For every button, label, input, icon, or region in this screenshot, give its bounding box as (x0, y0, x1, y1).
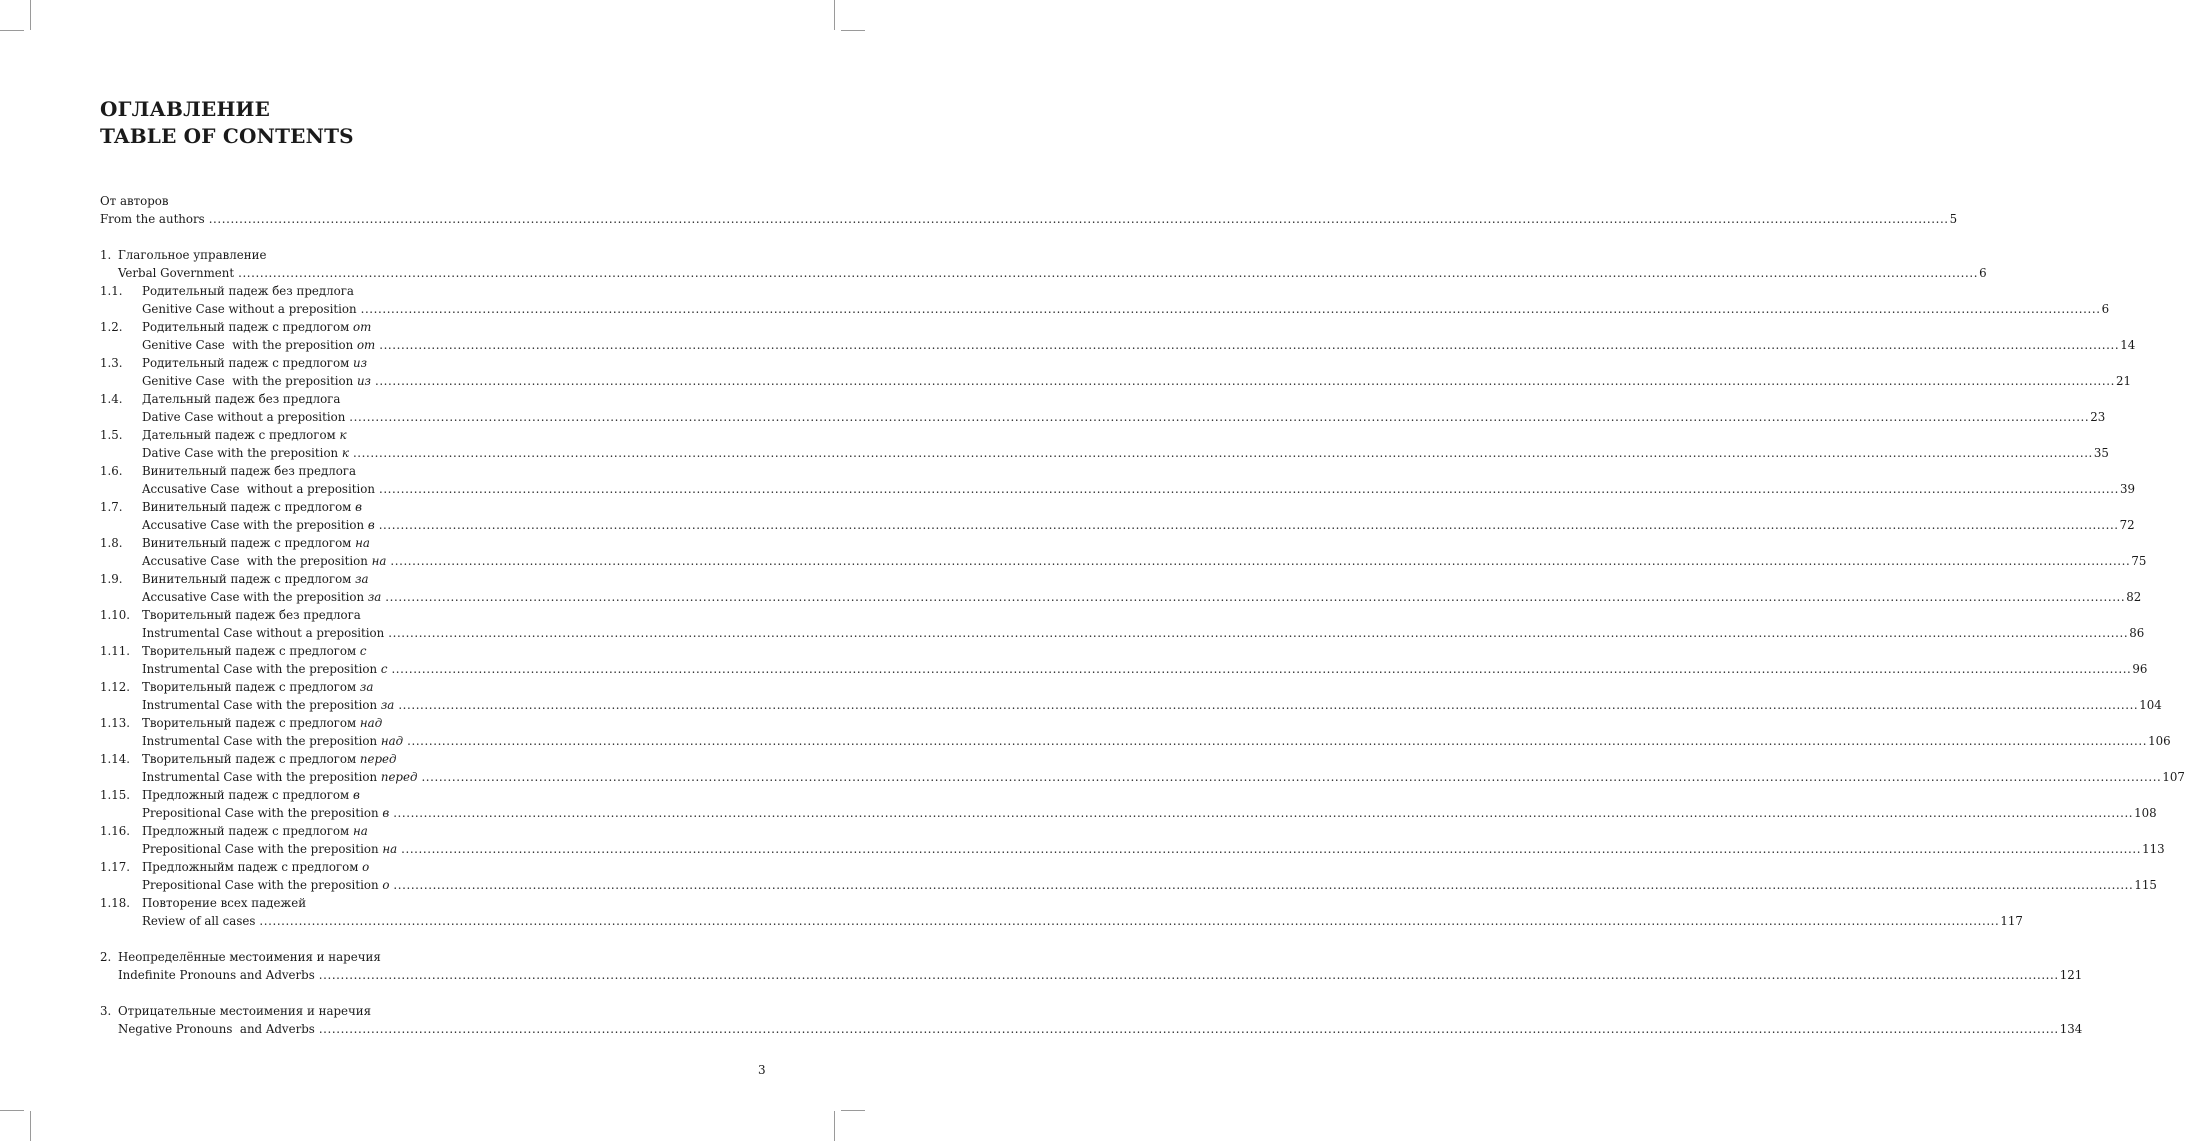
toc-entry-title-en-text: Instrumental Case with the preposition (142, 698, 378, 712)
toc-entry-title-en (142, 840, 397, 858)
toc-entry-title-ru-text: Глагольное управление (118, 248, 267, 262)
toc-entry-number: 1.16. (100, 824, 131, 838)
toc-entry-title-ru (142, 354, 367, 372)
toc-entry-title-en-text: Prepositional Case with the preposition (142, 878, 379, 892)
toc-page-number: 96 (2132, 662, 2148, 676)
toc-entry-en[interactable] (100, 480, 2135, 498)
toc-entry-ru (100, 894, 762, 912)
toc-entry-title-ru-text: Винительный падеж с предлогом (142, 500, 352, 514)
toc-entry-en[interactable] (100, 1020, 2083, 1038)
toc-entry-en[interactable] (100, 696, 2162, 714)
toc-entry-title-en (142, 552, 386, 570)
toc-entry-preposition-en: к (341, 446, 349, 460)
toc-entry-preposition-ru: от (353, 320, 372, 334)
toc-entry-en[interactable] (100, 336, 2136, 354)
toc-entry-title-ru (100, 192, 169, 210)
toc-entry-en[interactable] (100, 264, 1987, 282)
toc-leader-dots: ................................................................................................................................................................................................................................................................................................................................................................................................................ (385, 590, 2126, 604)
toc-leader-dots: ................................................................................................................................................................................................................................................................................................................................................................................................................ (374, 374, 2115, 388)
toc-entry-title-en (142, 768, 417, 786)
toc-entry-ru (100, 750, 762, 768)
toc-entry-en[interactable] (100, 876, 2157, 894)
toc-entry-title-en (118, 966, 315, 984)
toc-entry-title-en (142, 624, 384, 642)
toc-page-number: 108 (2134, 806, 2157, 820)
toc-entry-title-ru (142, 462, 356, 480)
toc-entry-number: 3. (100, 1004, 112, 1018)
toc-leader-dots: ................................................................................................................................................................................................................................................................................................................................................................................................................ (391, 662, 2132, 676)
crop-mark-left-bottom (0, 1110, 24, 1111)
toc-leader-dots: ................................................................................................................................................................................................................................................................................................................................................................................................................ (238, 266, 1979, 280)
toc-entry-ru (100, 462, 762, 480)
toc-entry-title-ru-text: Родительный падеж с предлогом (142, 320, 350, 334)
toc-entry-title-ru-text: Предложный падеж с предлогом (142, 824, 350, 838)
toc-leader-dots: ................................................................................................................................................................................................................................................................................................................................................................................................................ (259, 914, 2000, 928)
toc-entry-preposition-en: за (367, 590, 382, 604)
toc-entry-title-en-text: Accusative Case without a preposition (142, 482, 375, 496)
toc-entry-preposition-en: от (356, 338, 376, 352)
toc-leader-dots: ................................................................................................................................................................................................................................................................................................................................................................................................................ (318, 968, 2059, 982)
toc-entry-title-en-text: Accusative Case with the preposition (142, 590, 365, 604)
toc-entry-ru (100, 858, 762, 876)
crop-mark-bottom-right (834, 1111, 835, 1141)
heading-ru: ОГЛАВЛЕНИЕ (100, 97, 271, 121)
toc-entry-en[interactable] (100, 372, 2131, 390)
crop-mark-left-top (0, 30, 24, 31)
toc-entry-number: 1.14. (100, 752, 131, 766)
toc-leader-dots: ................................................................................................................................................................................................................................................................................................................................................................................................................ (318, 1022, 2059, 1036)
toc-entry-title-en (142, 912, 255, 930)
toc-entry-en[interactable] (100, 408, 2106, 426)
toc-entry-en[interactable] (100, 300, 2110, 318)
toc-entry-preposition-ru: в (352, 788, 360, 802)
toc-entry-title-ru (142, 282, 354, 300)
toc-entry-title-en-text: Verbal Government (118, 266, 235, 280)
toc-entry-title-en (142, 804, 389, 822)
toc-entry-preposition-en: о (382, 878, 390, 892)
toc-entry-title-en-text: Genitive Case without a preposition (142, 302, 357, 316)
toc-entry-ru (100, 246, 762, 264)
toc-entry-preposition-ru: к (339, 428, 347, 442)
toc-entry-preposition-en: с (380, 662, 388, 676)
toc-page-number: 23 (2090, 410, 2106, 424)
toc-entry-ru (100, 318, 762, 336)
toc-page-number: 6 (1979, 266, 1987, 280)
toc-entry-en[interactable] (100, 966, 2083, 984)
toc-entry-title-ru (142, 642, 367, 660)
toc-entry-title-ru-text: Винительный падеж с предлогом (142, 536, 352, 550)
toc-entry-title-en (142, 480, 375, 498)
toc-entry-title-ru (142, 318, 371, 336)
toc-entry-title-en-text: Negative Pronouns and Adverbs (118, 1022, 315, 1036)
crop-mark-top-right (834, 0, 835, 30)
toc-entry-title-ru-text: Неопределённые местоимения и наречия (118, 950, 381, 964)
toc-entry-ru (100, 534, 762, 552)
toc-entry-number: 1.18. (100, 896, 131, 910)
toc-entry-title-en-text: Dative Case without a preposition (142, 410, 346, 424)
toc-entry-en[interactable] (100, 444, 2109, 462)
toc-page-number: 86 (2129, 626, 2145, 640)
toc-entry-number: 1.9. (100, 572, 123, 586)
toc-leader-dots: ................................................................................................................................................................................................................................................................................................................................................................................................................ (401, 842, 2142, 856)
toc-entry-preposition-en: перед (380, 770, 418, 784)
toc-leader-dots: ................................................................................................................................................................................................................................................................................................................................................................................................................ (398, 698, 2139, 712)
toc-page-number: 117 (2000, 914, 2023, 928)
toc-page-number: 6 (2101, 302, 2110, 316)
toc-entry-title-en-text: Instrumental Case with the preposition (142, 662, 378, 676)
toc-entry-title-en-text: Instrumental Case with the preposition (142, 770, 378, 784)
toc-page-number: 21 (2115, 374, 2131, 388)
toc-entry-title-en (142, 444, 349, 462)
toc-leader-dots: ................................................................................................................................................................................................................................................................................................................................................................................................................ (390, 554, 2131, 568)
toc-entry-number: 1.13. (100, 716, 131, 730)
toc-entry-title-ru-text: Дательный падеж без предлога (142, 392, 341, 406)
toc-entry-ru (100, 822, 762, 840)
toc-entry-preposition-en: в (367, 518, 375, 532)
toc-leader-dots: ................................................................................................................................................................................................................................................................................................................................................................................................................ (393, 878, 2134, 892)
toc-page-number: 35 (2093, 446, 2109, 460)
toc-page-number: 107 (2162, 770, 2185, 784)
toc-entry-title-ru (142, 894, 306, 912)
toc-entry-title-en (142, 516, 375, 534)
toc-entry-preposition-ru: перед (359, 752, 397, 766)
toc-entry-title-ru (142, 786, 360, 804)
toc-page-number: 75 (2131, 554, 2147, 568)
toc-leader-dots: ................................................................................................................................................................................................................................................................................................................................................................................................................ (378, 482, 2119, 496)
crop-mark-right-top (841, 30, 865, 31)
toc-leader-dots: ................................................................................................................................................................................................................................................................................................................................................................................................................ (421, 770, 2162, 784)
toc-entry-number: 1.6. (100, 464, 123, 478)
toc-entry-en[interactable] (100, 516, 2135, 534)
toc-entry-title-ru (142, 390, 340, 408)
toc-entry-en[interactable] (100, 210, 1958, 228)
toc-entry-title-ru-text: Предложный падеж с предлогом (142, 788, 350, 802)
page-heading (100, 96, 354, 150)
toc-entry-ru (100, 282, 762, 300)
toc-leader-dots: ................................................................................................................................................................................................................................................................................................................................................................................................................ (349, 410, 2090, 424)
toc-entry-title-ru-text: Повторение всех падежей (142, 896, 307, 910)
toc-entry-number: 1.2. (100, 320, 123, 334)
toc-entry-preposition-en: за (380, 698, 395, 712)
toc-entry-en[interactable] (100, 552, 2147, 570)
toc-entry-title-ru (142, 534, 370, 552)
toc-entry-ru (100, 714, 762, 732)
crop-mark-top-left (30, 0, 31, 30)
toc-entry-preposition-ru: в (355, 500, 362, 514)
toc-page-number: 115 (2134, 878, 2157, 892)
toc-entry-title-ru (142, 750, 396, 768)
toc-entry-preposition-en: на (371, 554, 387, 568)
toc-entry-preposition-en: из (356, 374, 371, 388)
crop-mark-right-bottom (841, 1110, 865, 1111)
toc-entry-preposition-en: над (380, 734, 404, 748)
toc-leader-dots: ................................................................................................................................................................................................................................................................................................................................................................................................................ (407, 734, 2148, 748)
toc-entry-title-en-text: Dative Case with the preposition (142, 446, 339, 460)
toc-entry-title-en-text: Prepositional Case with the preposition (142, 806, 379, 820)
toc-entry-title-ru (142, 822, 368, 840)
toc-entry-title-ru (142, 714, 382, 732)
toc-page-number: 121 (2059, 968, 2083, 982)
toc-entry-title-en-text: From the authors (100, 212, 205, 226)
toc-entry-ru (100, 426, 762, 444)
toc-entry-title-ru-text: Творительный падеж с предлогом (142, 644, 357, 658)
toc-entry-ru (100, 948, 762, 966)
toc-entry-title-en (142, 660, 387, 678)
toc-entry-number: 2. (100, 950, 112, 964)
toc-entry-ru (100, 642, 762, 660)
toc-page-number: 134 (2059, 1022, 2083, 1036)
toc-entry-en[interactable] (100, 840, 2165, 858)
toc-entry-preposition-en: на (382, 842, 398, 856)
toc-entry-title-en (142, 732, 403, 750)
toc-entry-title-ru-text: Родительный падеж с предлогом (142, 356, 350, 370)
toc-entry-title-en-text: Prepositional Case with the preposition (142, 842, 379, 856)
toc-entry-title-en (142, 336, 375, 354)
toc-entry-number: 1.15. (100, 788, 131, 802)
toc-entry-ru (100, 786, 762, 804)
toc-entry-title-ru (142, 570, 369, 588)
toc-entry-title-en (118, 264, 234, 282)
toc-entry-title-en-text: Accusative Case with the preposition (142, 518, 365, 532)
toc-entry-title-en-text: Genitive Case with the preposition (142, 338, 354, 352)
toc-leader-dots: ................................................................................................................................................................................................................................................................................................................................................................................................................ (208, 212, 1949, 226)
toc-leader-dots: ................................................................................................................................................................................................................................................................................................................................................................................................................ (393, 806, 2134, 820)
toc-entry-number: 1.5. (100, 428, 123, 442)
toc-entry-title-ru-text: Отрицательные местоимения и наречия (118, 1004, 372, 1018)
toc-page-number: 106 (2148, 734, 2171, 748)
toc-leader-dots: ................................................................................................................................................................................................................................................................................................................................................................................................................ (388, 626, 2129, 640)
toc-entry-title-ru (118, 1002, 371, 1020)
toc-entry-title-en-text: Indefinite Pronouns and Adverbs (118, 968, 315, 982)
toc-entry-title-en (142, 372, 371, 390)
toc-entry-title-en-text: Genitive Case with the preposition (142, 374, 354, 388)
toc-entry-title-ru-text: Творительный падеж с предлогом (142, 680, 357, 694)
toc-page-number: 5 (1949, 212, 1958, 226)
page-number: 3 (758, 1063, 766, 1077)
toc-entry-title-ru-text: Родительный падеж без предлога (142, 284, 354, 298)
heading-en: TABLE OF CONTENTS (100, 124, 354, 148)
toc-entry-preposition-ru: с (359, 644, 367, 658)
toc-entry-preposition-ru: над (359, 716, 383, 730)
toc-entry-title-ru (118, 948, 381, 966)
toc-entry-title-ru-text: От авторов (100, 194, 169, 208)
toc-entry-ru (100, 570, 762, 588)
toc-entry-ru (100, 192, 762, 210)
toc-entry-title-en (142, 300, 357, 318)
toc-entry-preposition-ru: на (352, 824, 368, 838)
toc-entry-en[interactable] (100, 588, 2142, 606)
toc-entry-en[interactable] (100, 804, 2157, 822)
toc-entry-number: 1. (100, 248, 112, 262)
toc-entry-title-en (100, 210, 205, 228)
table-of-contents (100, 192, 2185, 1038)
toc-leader-dots: ................................................................................................................................................................................................................................................................................................................................................................................................................ (360, 302, 2101, 316)
toc-entry-preposition-ru: о (362, 860, 370, 874)
toc-leader-dots: ................................................................................................................................................................................................................................................................................................................................................................................................................ (352, 446, 2093, 460)
toc-entry-title-ru-text: Творительный падеж с предлогом (142, 752, 357, 766)
toc-page-number: 72 (2119, 518, 2135, 532)
toc-entry-title-ru-text: Винительный падеж без предлога (142, 464, 357, 478)
toc-entry-title-en-text: Review of all cases (142, 914, 256, 928)
toc-entry-title-ru-text: Предложныйм падеж с предлогом (142, 860, 359, 874)
toc-entry-title-en (142, 408, 345, 426)
toc-entry-title-ru (142, 498, 362, 516)
toc-entry-number: 1.1. (100, 284, 123, 298)
toc-entry-number: 1.10. (100, 608, 131, 622)
toc-page-number: 104 (2139, 698, 2162, 712)
toc-entry-ru (100, 678, 762, 696)
toc-entry-title-ru (142, 858, 369, 876)
toc-entry-title-en-text: Accusative Case with the preposition (142, 554, 368, 568)
toc-entry-en[interactable] (100, 660, 2148, 678)
toc-entry-ru (100, 498, 762, 516)
toc-entry-en[interactable] (100, 732, 2171, 750)
toc-entry-number: 1.3. (100, 356, 123, 370)
toc-page-number: 14 (2120, 338, 2136, 352)
toc-entry-ru (100, 390, 762, 408)
toc-entry-en[interactable] (100, 912, 2023, 930)
toc-entry-title-en (118, 1020, 315, 1038)
toc-entry-number: 1.4. (100, 392, 123, 406)
toc-entry-preposition-ru: за (355, 572, 369, 586)
toc-entry-number: 1.8. (100, 536, 123, 550)
toc-leader-dots: ................................................................................................................................................................................................................................................................................................................................................................................................................ (379, 338, 2120, 352)
toc-entry-ru (100, 606, 762, 624)
toc-page-number: 113 (2142, 842, 2165, 856)
toc-entry-en[interactable] (100, 768, 2185, 786)
toc-entry-ru (100, 354, 762, 372)
toc-entry-title-ru-text: Дательный падеж с предлогом (142, 428, 336, 442)
toc-entry-preposition-ru: из (353, 356, 368, 370)
toc-entry-title-ru (142, 426, 347, 444)
toc-entry-title-en (142, 876, 389, 894)
toc-entry-en[interactable] (100, 624, 2145, 642)
toc-entry-number: 1.12. (100, 680, 131, 694)
toc-page-number: 82 (2126, 590, 2142, 604)
toc-page-number: 39 (2119, 482, 2135, 496)
toc-entry-title-ru (142, 678, 373, 696)
crop-mark-bottom-left (30, 1111, 31, 1141)
toc-entry-title-ru (142, 606, 361, 624)
toc-entry-title-en-text: Instrumental Case with the preposition (142, 734, 378, 748)
toc-entry-title-ru-text: Винительный падеж с предлогом (142, 572, 352, 586)
toc-entry-ru (100, 1002, 762, 1020)
toc-entry-title-ru-text: Творительный падеж с предлогом (142, 716, 357, 730)
toc-leader-dots: ................................................................................................................................................................................................................................................................................................................................................................................................................ (378, 518, 2119, 532)
toc-entry-number: 1.11. (100, 644, 131, 658)
toc-entry-title-en-text: Instrumental Case without a preposition (142, 626, 385, 640)
toc-entry-title-ru-text: Творительный падеж без предлога (142, 608, 361, 622)
toc-entry-preposition-ru: на (355, 536, 370, 550)
toc-entry-number: 1.7. (100, 500, 123, 514)
toc-entry-title-en (142, 588, 381, 606)
toc-entry-title-en (142, 696, 394, 714)
toc-entry-number: 1.17. (100, 860, 131, 874)
toc-entry-preposition-ru: за (359, 680, 374, 694)
toc-entry-preposition-en: в (382, 806, 390, 820)
toc-entry-title-ru (118, 246, 266, 264)
